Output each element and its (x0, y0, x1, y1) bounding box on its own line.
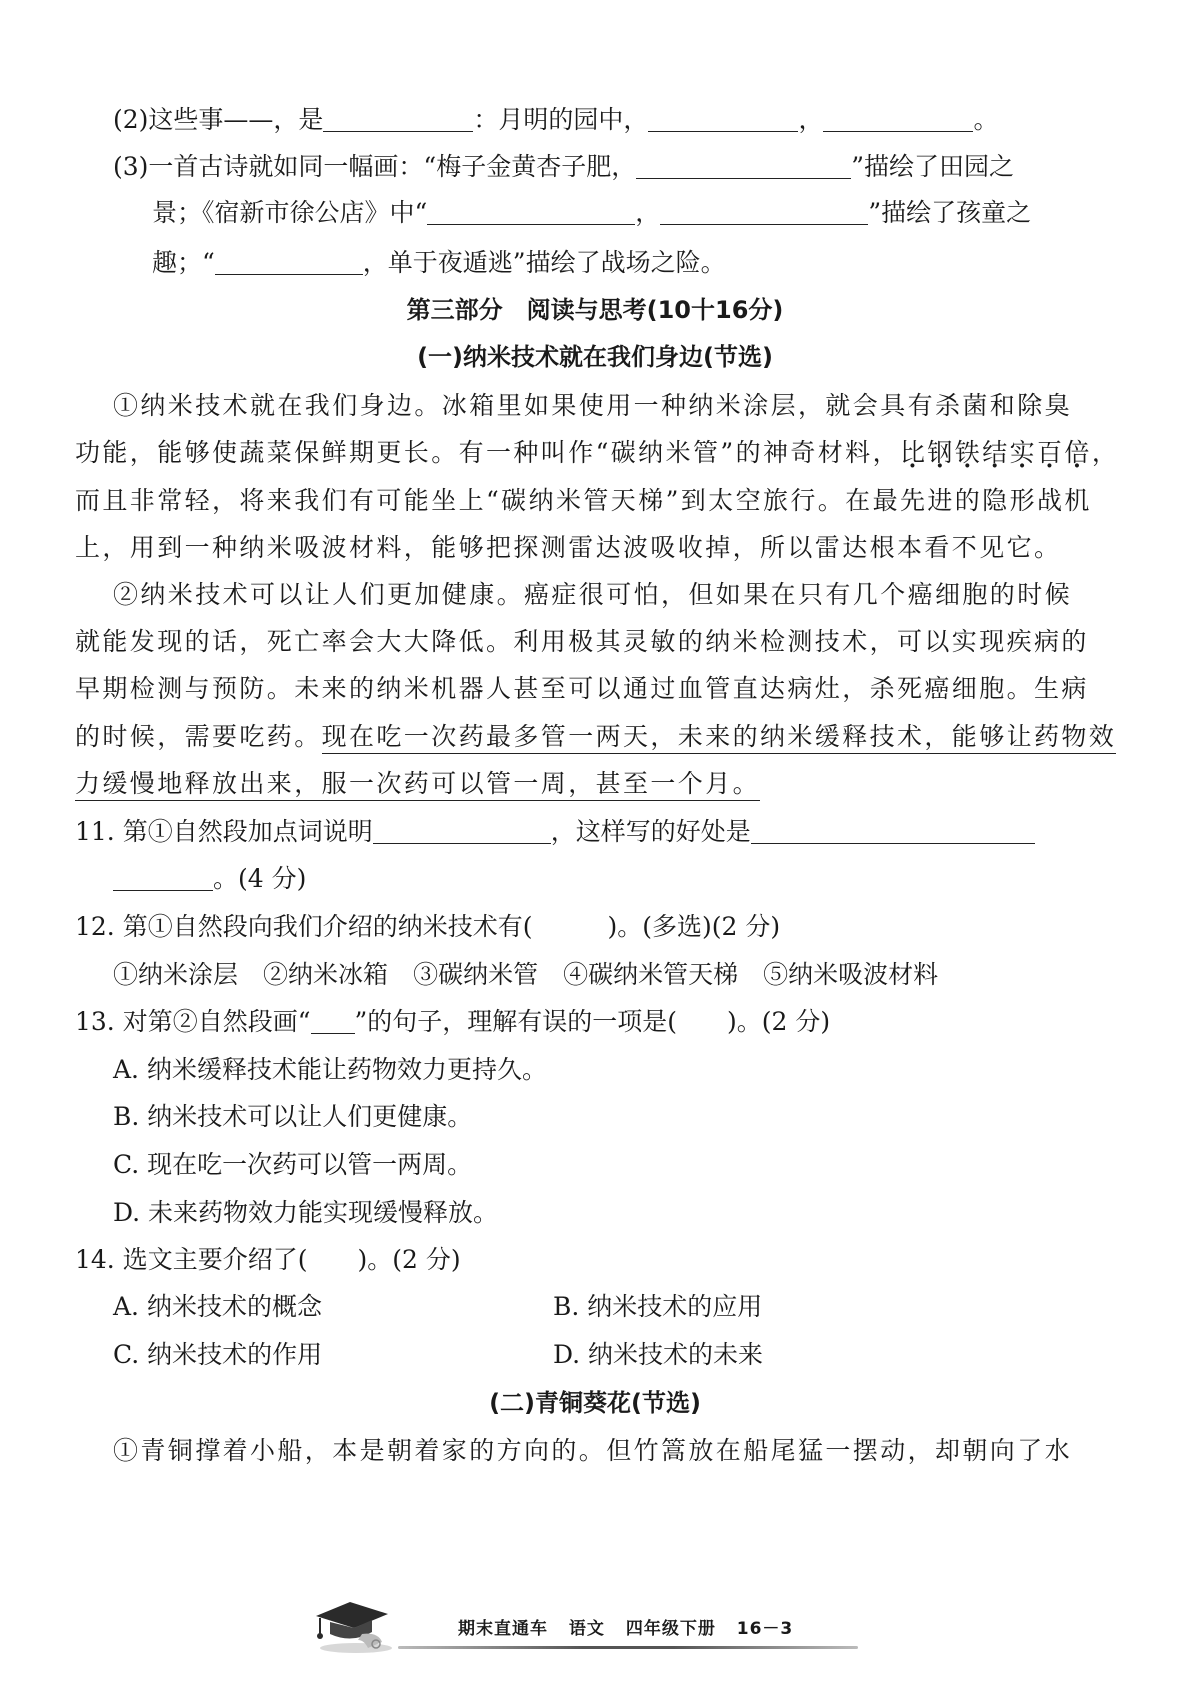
answer-blank[interactable] (113, 866, 213, 891)
question-14-option-a[interactable]: A. 纳米技术的概念 (113, 1292, 322, 1321)
passage-1-p1-line-2: 功能，能够使蔬菜保鲜期更长。有一种叫作“碳纳米管”的神奇材料，比钢铁结实百倍， (75, 438, 1120, 467)
question-2-line: (2)这些事——，是 ：月明的园中， ， 。 (113, 105, 999, 134)
passage-1-p1-line-1: ①纳米技术就在我们身边。冰箱里如果使用一种纳米涂层，就会具有杀菌和除臭 (113, 391, 1073, 420)
passage-1-p2-line-5 (75, 767, 760, 801)
answer-blank[interactable] (648, 107, 798, 132)
option-5[interactable]: ⑤纳米吸波材料 (763, 960, 939, 989)
underlined-sentence: 力缓慢地释放出来，服一次药可以管一周，甚至一个月。 (75, 769, 760, 801)
option-3[interactable]: ③碳纳米管 (413, 960, 539, 989)
question-11-line-2: 。(4 分) (113, 862, 306, 896)
question-13-stem: 13. 对第②自然段画“ ”的句子，理解有误的一项是( )。(2 分) (75, 1007, 831, 1036)
underline-sample (311, 1009, 355, 1034)
section-title: 第三部分 阅读与思考(10十16分) (406, 296, 784, 324)
answer-blank[interactable] (215, 250, 363, 275)
option-2[interactable]: ②纳米冰箱 (263, 960, 389, 989)
question-14-option-c[interactable]: C. 纳米技术的作用 (113, 1340, 323, 1369)
passage-1-p2-line-1: ②纳米技术可以让人们更加健康。癌症很可怕，但如果在只有几个癌细胞的时候 (113, 580, 1073, 609)
passage-2-p1-line-1: ①青铜撑着小船，本是朝着家的方向的。但竹篙放在船尾猛一摆动，却朝向了水 (113, 1436, 1073, 1465)
page-number: 16－3 (736, 1619, 794, 1639)
question-13-option-c[interactable]: C. 现在吃一次药可以管一两周。 (113, 1150, 473, 1179)
footer-info (458, 1614, 807, 1639)
answer-blank[interactable] (660, 200, 868, 225)
underlined-sentence: 现在吃一次药最多管一两天，未来的纳米缓释技术，能够让药物效 (322, 722, 1117, 754)
footer-divider (398, 1646, 858, 1649)
footer-subject: 语文 (568, 1619, 605, 1639)
answer-blank[interactable] (636, 154, 851, 179)
question-3-line-2: 景；《宿新市徐公店》中“ ， ”描绘了孩童之 (152, 198, 1032, 227)
passage-1-p1-line-3: 而且非常轻，将来我们有可能坐上“碳纳米管天梯”到太空旅行。在最先进的隐形战机 (75, 486, 1092, 515)
answer-blank[interactable] (323, 107, 473, 132)
footer-grade: 四年级下册 (625, 1619, 716, 1639)
passage-1-p2-line-3: 早期检测与预防。未来的纳米机器人甚至可以通过血管直达病灶，杀死癌细胞。生病 (75, 674, 1089, 703)
answer-blank[interactable] (751, 819, 1035, 844)
passage-1-p2-line-4: 的时候，需要吃药。现在吃一次药最多管一两天，未来的纳米缓释技术，能够让药物效 (75, 720, 1116, 754)
question-12-options (113, 958, 938, 992)
dotted-phrase: 比钢铁结实百倍 (899, 438, 1092, 467)
option-1[interactable]: ①纳米涂层 (113, 960, 239, 989)
passage-2-title: (二)青铜葵花(节选) (489, 1389, 701, 1417)
passage-1-p1-line-4: 上，用到一种纳米吸波材料，能够把探测雷达波吸收掉，所以雷达根本看不见它。 (75, 533, 1062, 562)
question-13-option-d[interactable]: D. 未来药物效力能实现缓慢释放。 (113, 1198, 499, 1227)
footer-book: 期末直通车 (458, 1619, 548, 1639)
question-14-option-b[interactable]: B. 纳米技术的应用 (553, 1292, 763, 1321)
question-14-option-d[interactable]: D. 纳米技术的未来 (553, 1340, 764, 1369)
question-3-line-1: (3)一首古诗就如同一幅画：“梅子金黄杏子肥， ”描绘了田园之 (113, 152, 1014, 181)
answer-blank[interactable] (373, 819, 551, 844)
question-11-line-1: 11. 第①自然段加点词说明 ，这样写的好处是 (75, 815, 1035, 849)
option-4[interactable]: ④碳纳米管天梯 (563, 960, 739, 989)
answer-blank[interactable] (427, 200, 635, 225)
answer-blank[interactable] (823, 107, 973, 132)
question-3-line-3: 趣；“ ，单于夜遁逃”描绘了战场之险。 (152, 248, 726, 277)
passage-1-title: (一)纳米技术就在我们身边(节选) (417, 343, 773, 371)
passage-1-p2-line-2: 就能发现的话，死亡率会大大降低。利用极其灵敏的纳米检测技术，可以实现疾病的 (75, 627, 1089, 656)
question-13-option-a[interactable]: A. 纳米缓释技术能让药物效力更持久。 (113, 1055, 547, 1084)
question-12-stem: 12. 第①自然段向我们介绍的纳米技术有( )。(多选)(2 分) (75, 912, 781, 941)
question-14-stem: 14. 选文主要介绍了( )。(2 分) (75, 1245, 461, 1274)
graduation-cap-icon (308, 1590, 398, 1660)
question-13-option-b[interactable]: B. 纳米技术可以让人们更健康。 (113, 1102, 473, 1131)
